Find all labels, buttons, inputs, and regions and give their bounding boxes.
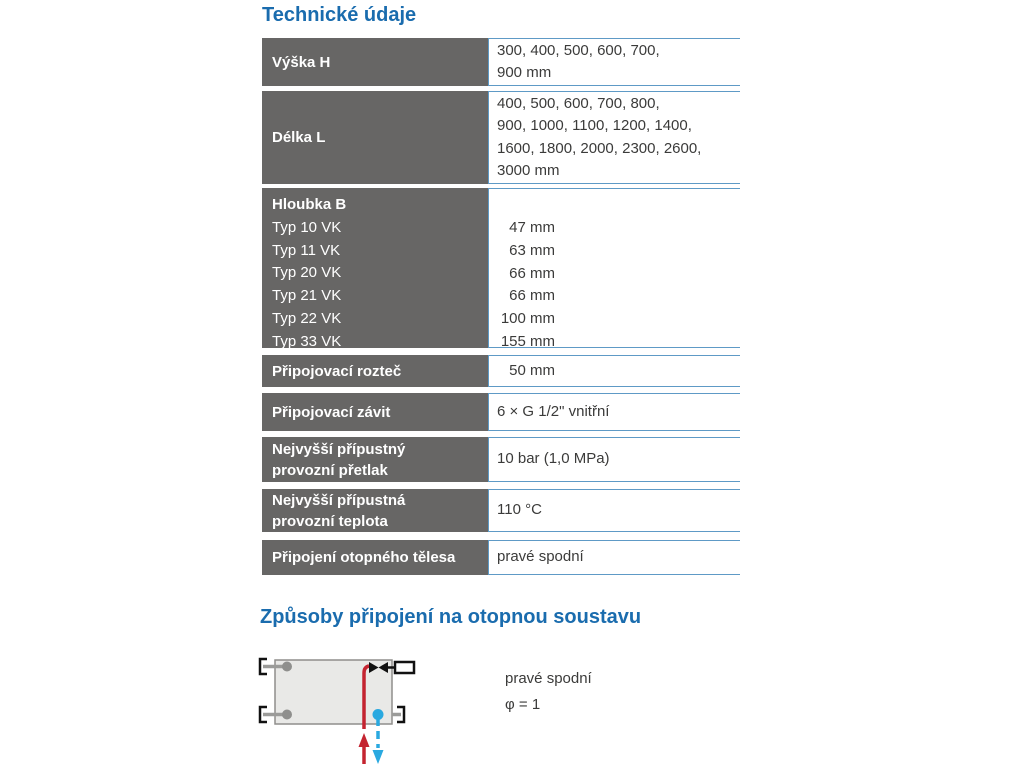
return-flow-arrow-icon [373, 750, 384, 764]
label-line: provozní teplota [272, 512, 388, 530]
type-label: Typ 21 VK [272, 287, 342, 305]
diagram-caption [505, 666, 592, 718]
connection-plug-icon [282, 662, 292, 672]
value-line: 3000 mm [497, 161, 560, 179]
connection-diagram [255, 647, 435, 768]
row-value [488, 38, 740, 86]
table-row-pretlak [262, 437, 740, 482]
value-line: pravé spodní [497, 548, 584, 566]
row-label: Připojovací závit [262, 393, 488, 431]
value-line: 50 mm [509, 361, 555, 379]
type-value: 100 mm [500, 310, 555, 328]
type-label: Typ 10 VK [272, 218, 342, 236]
table-row-zavit [262, 393, 740, 431]
supply-flow-arrow-icon [359, 733, 370, 747]
row-value [488, 437, 740, 482]
value-line: 1600, 1800, 2000, 2300, 2600, [497, 139, 702, 157]
row-value [488, 91, 740, 184]
label-line: provozní přetlak [272, 461, 388, 479]
value-line: 10 bar (1,0 MPa) [497, 450, 610, 468]
row-value [488, 489, 740, 532]
table-row-pripojeni [262, 540, 740, 575]
label-line: Nejvyšší přípustný [272, 440, 406, 458]
caption-connection-type: pravé spodní [505, 670, 592, 687]
value-line: 300, 400, 500, 600, 700, [497, 41, 660, 59]
value-line: 110 °C [497, 501, 542, 519]
row-label-title: Hloubka B [272, 196, 347, 213]
table-row-roztec [262, 355, 740, 387]
row-label: Výška H [262, 38, 488, 86]
value-line: 400, 500, 600, 700, 800, [497, 94, 660, 112]
type-label: Typ 20 VK [272, 264, 342, 282]
row-value [488, 188, 740, 348]
type-value: 66 mm [509, 264, 555, 282]
table-row-delka [262, 91, 740, 184]
type-value: 66 mm [509, 287, 555, 305]
type-label: Typ 11 VK [272, 241, 341, 259]
row-value [488, 540, 740, 575]
type-value: 47 mm [509, 219, 555, 236]
value-line: 900, 1000, 1100, 1200, 1400, [497, 117, 692, 135]
row-label: Připojovací rozteč [262, 355, 488, 387]
section-title: Způsoby připojení na otopnou soustavu [260, 606, 642, 628]
technical-data-table [262, 38, 740, 575]
row-label [262, 188, 488, 348]
label-line: Nejvyšší přípustná [272, 491, 406, 509]
table-row-teplota [262, 489, 740, 532]
type-label: Typ 33 VK [272, 332, 342, 350]
row-label [262, 437, 488, 482]
value-line: 6 × G 1/2" vnitřní [497, 402, 610, 420]
row-label [262, 489, 488, 532]
thermostat-head-icon [395, 662, 414, 673]
type-label: Typ 22 VK [272, 309, 342, 327]
row-label: Délka L [262, 91, 488, 184]
page-title: Technické údaje [262, 4, 417, 26]
table-row-vyska [262, 38, 740, 86]
type-value: 63 mm [509, 241, 555, 259]
row-value [488, 355, 740, 387]
connection-plug-icon [282, 710, 292, 720]
row-label: Připojení otopného tělesa [262, 540, 488, 575]
caption-phi-factor: φ = 1 [505, 696, 541, 713]
row-value [488, 393, 740, 431]
table-row-hloubka [262, 188, 740, 348]
type-value: 155 mm [500, 332, 555, 350]
value-line: 900 mm [497, 64, 552, 81]
